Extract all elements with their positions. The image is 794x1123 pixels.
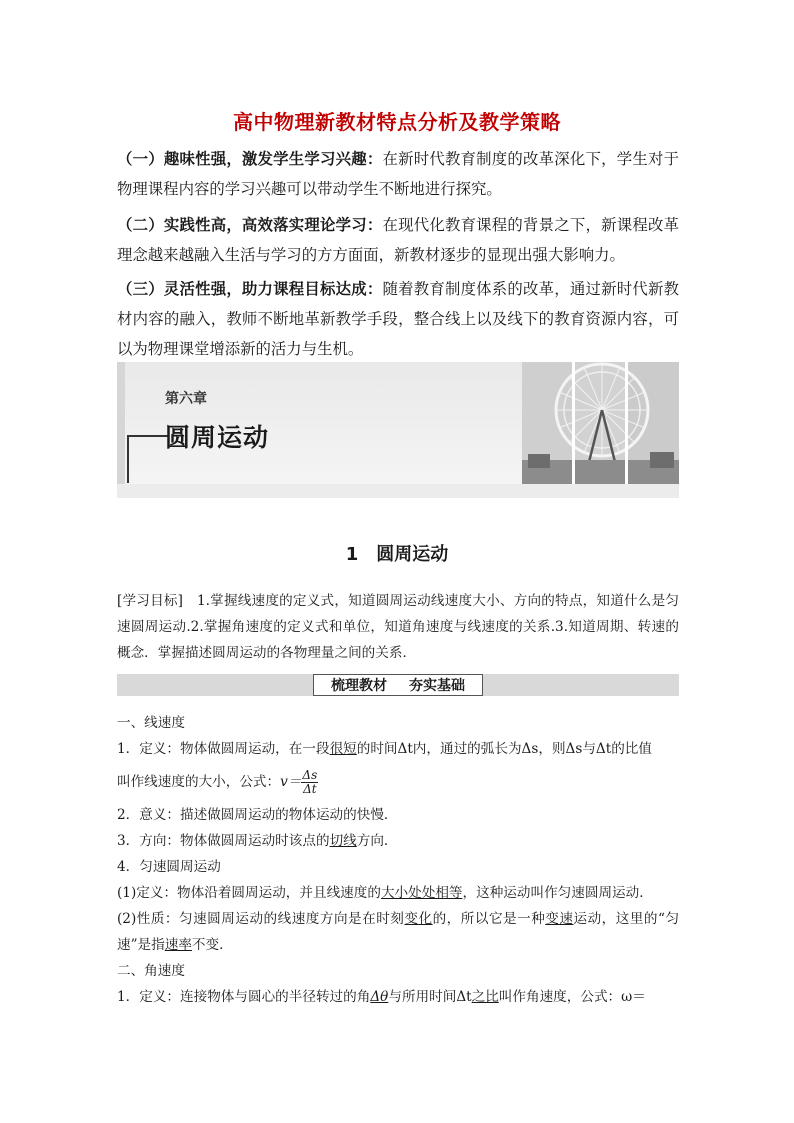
content-block xyxy=(117,710,679,1010)
banner-rule-vertical xyxy=(127,435,129,483)
definition-2 xyxy=(117,984,679,1010)
text: 运动，这里的“匀速”是指 xyxy=(117,911,680,953)
banner-rule xyxy=(127,435,169,437)
fraction-numerator: Δs xyxy=(302,768,318,782)
text: 1．定义：物体做圆周运动，在一段 xyxy=(117,741,330,757)
text: 1．定义：连接物体与圆心的半径转过的角 xyxy=(117,989,371,1005)
text: (2)性质：匀速圆周运动的线速度方向是在时刻 xyxy=(117,911,405,927)
underlined-text: 之比 xyxy=(471,989,499,1005)
fraction-denominator: Δt xyxy=(303,782,317,796)
intro-lead: （二）实践性高，高效落实理论学习： xyxy=(117,216,383,234)
intro-paragraph-3 xyxy=(117,274,679,364)
formula-v: v＝ xyxy=(280,774,302,790)
ferris-wheel-image xyxy=(522,362,679,484)
heading-linear-velocity: 一、线速度 xyxy=(117,715,185,731)
learning-objectives xyxy=(117,588,679,666)
item-3 xyxy=(117,828,679,854)
bar-right-label: 夯实基础 xyxy=(409,678,465,694)
document-title: 高中物理新教材特点分析及教学策略 xyxy=(233,110,561,134)
intro-text: 在新时代教育制度的改革深化下，学生对于物理课程内容的学习兴趣可以带动学生不断地进行探究。 xyxy=(117,150,679,198)
intro-paragraph-1 xyxy=(117,144,679,204)
banner-bottom-strip xyxy=(117,484,679,498)
text: 的时间Δt内，通过的弧长为Δs，则Δs与Δt的比值 xyxy=(356,741,652,757)
item-4: 4．匀速圆周运动 xyxy=(117,859,221,875)
section-bar-label xyxy=(313,674,483,696)
text: 3．方向：物体做圆周运动时该点的 xyxy=(117,833,330,849)
bar-left-label: 梳理教材 xyxy=(331,678,387,694)
intro-lead: （一）趣味性强，激发学生学习兴趣： xyxy=(117,150,383,168)
underlined-text: 大小处处相等 xyxy=(380,885,463,901)
text: ，这种运动叫作匀速圆周运动． xyxy=(462,885,653,901)
underlined-text: 切线 xyxy=(329,833,357,849)
underlined-text: 很短 xyxy=(329,741,357,757)
chapter-banner xyxy=(117,362,679,498)
text: 叫作线速度的大小，公式： xyxy=(117,774,281,790)
underlined-text: Δθ xyxy=(370,989,389,1005)
underlined-text: 变速 xyxy=(545,911,574,927)
definition-1-formula xyxy=(117,762,679,802)
objectives-text: [学习目标] 1.掌握线速度的定义式，知道圆周运动线速度大小、方向的特点，知道什么是匀速圆周运动.2.掌握角速度的定义式和单位，知道角速度与线速度的关系.3.知道周期、转速的概念．掌握描述圆周运动的各物理量之间的关系． xyxy=(117,593,679,661)
heading-angular-velocity: 二、角速度 xyxy=(117,963,185,979)
text: 不变． xyxy=(191,937,233,953)
item-2: 2．意义：描述做圆周运动的物体运动的快慢． xyxy=(117,807,398,823)
intro-lead: （三）灵活性强，助力课程目标达成： xyxy=(117,280,383,298)
underlined-text: 速率 xyxy=(164,937,192,953)
intro-text: 在现代化教育课程的背景之下，新课程改革理念越来越融入生活与学习的方方面面，新教材逐步的显现出强大影响力。 xyxy=(117,216,679,264)
text: 与所用时间Δt xyxy=(388,989,472,1005)
definition-1 xyxy=(117,736,679,762)
text: 的，所以它是一种 xyxy=(432,911,546,927)
intro-paragraph-2 xyxy=(117,210,679,270)
text: 叫作角速度，公式：ω＝ xyxy=(498,989,646,1005)
fraction xyxy=(301,769,318,796)
section-bar xyxy=(117,674,679,696)
underlined-text: 变化 xyxy=(404,911,433,927)
item-4-1 xyxy=(117,880,679,906)
section-title: 1 圆周运动 xyxy=(345,544,449,565)
text: (1)定义：物体沿着圆周运动，并且线速度的 xyxy=(117,885,381,901)
intro-text: 随着教育制度体系的改革，通过新时代新教材内容的融入，教师不断地革新教学手段，整合线上以及线下的教育资源内容，可以为物理课堂增添新的活力与生机。 xyxy=(117,280,679,358)
chapter-number: 第六章 xyxy=(165,391,207,407)
item-4-2 xyxy=(117,906,679,958)
chapter-name: 圆周运动 xyxy=(165,423,270,452)
text: 方向． xyxy=(356,833,398,849)
